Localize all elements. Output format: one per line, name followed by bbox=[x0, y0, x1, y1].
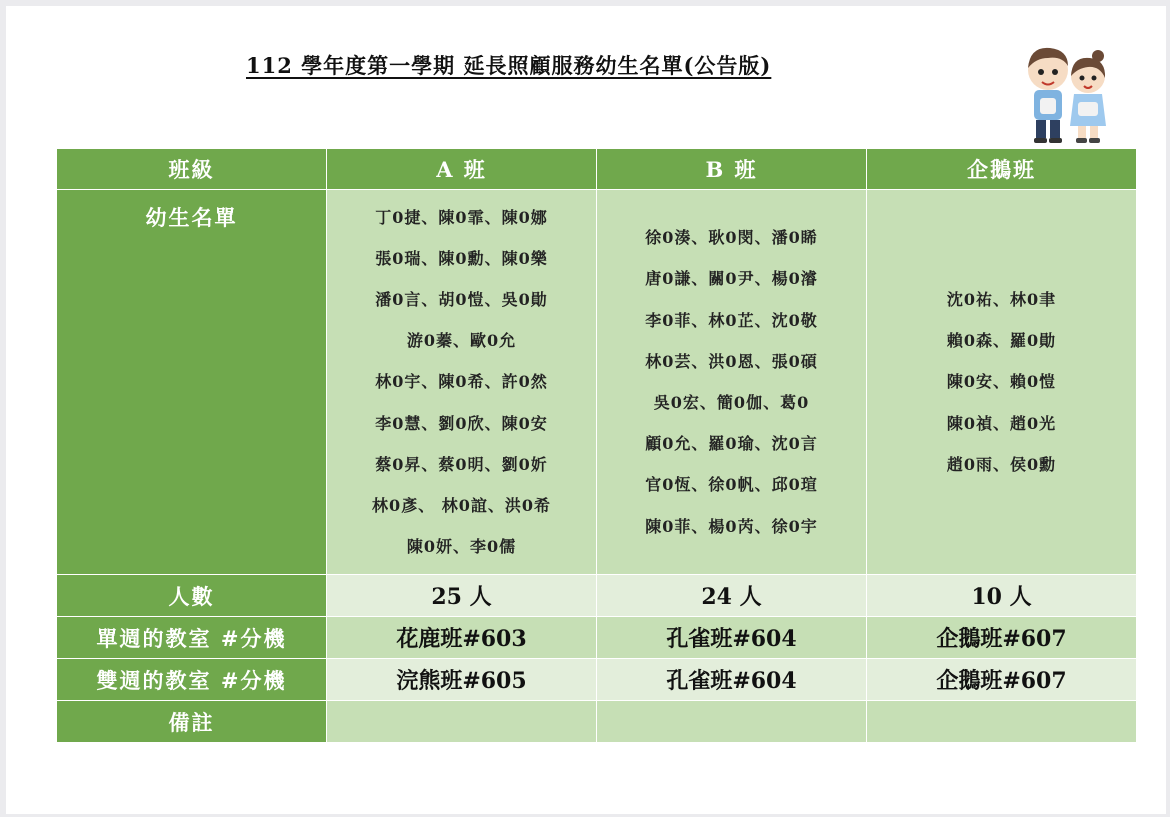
name-line: 陳0安、賴0愷 bbox=[946, 372, 1057, 392]
header-class-label: 班級 bbox=[57, 149, 327, 190]
name-line: 官0恆、徐0帆、邱0瑄 bbox=[645, 475, 818, 495]
name-line: 林0彥、 林0誼、洪0希 bbox=[372, 495, 551, 515]
name-line: 顧0允、羅0瑜、沈0言 bbox=[645, 434, 818, 454]
roster-table bbox=[56, 148, 1137, 743]
name-line: 潘0言、胡0愷、吳0勛 bbox=[375, 290, 548, 310]
name-line: 唐0謙、關0尹、楊0濬 bbox=[645, 269, 818, 289]
name-line: 林0芸、洪0恩、張0碩 bbox=[645, 351, 818, 371]
double-week-room-b: 孔雀班#604 bbox=[597, 659, 867, 701]
name-line: 李0慧、劉0欣、陳0安 bbox=[375, 413, 548, 433]
header-row bbox=[57, 149, 1137, 190]
names-label: 幼生名單 bbox=[57, 190, 327, 575]
name-line: 林0宇、陳0希、許0然 bbox=[375, 372, 548, 392]
count-class-a: 25 人 bbox=[327, 575, 597, 617]
name-line: 丁0捷、陳0霏、陳0娜 bbox=[375, 207, 548, 227]
name-line: 張0瑞、陳0勳、陳0樂 bbox=[375, 248, 548, 268]
count-label: 人數 bbox=[57, 575, 327, 617]
name-line: 陳0禎、趙0光 bbox=[946, 413, 1057, 433]
count-class-b: 24 人 bbox=[597, 575, 867, 617]
remarks-row bbox=[57, 701, 1137, 743]
single-week-label: 單週的教室 #分機 bbox=[57, 617, 327, 659]
remarks-class-penguin bbox=[867, 701, 1137, 743]
names-class-b bbox=[597, 190, 867, 575]
single-week-row bbox=[57, 617, 1137, 659]
name-line: 吳0宏、簡0伽、葛0 bbox=[653, 393, 810, 412]
name-line: 趙0雨、侯0勳 bbox=[946, 454, 1057, 474]
count-class-penguin: 10 人 bbox=[867, 575, 1137, 617]
document-page bbox=[6, 6, 1166, 814]
names-class-a bbox=[327, 190, 597, 575]
header-class-penguin: 企鵝班 bbox=[867, 149, 1137, 190]
two-kids-illustration-icon bbox=[1018, 40, 1114, 156]
single-week-room-a: 花鹿班#603 bbox=[327, 617, 597, 659]
double-week-room-a: 浣熊班#605 bbox=[327, 659, 597, 701]
document-title: 112 學年度第一學期 延長照顧服務幼生名單(公告版) bbox=[246, 53, 772, 78]
remarks-class-a bbox=[327, 701, 597, 743]
double-week-room-penguin: 企鵝班#607 bbox=[867, 659, 1137, 701]
name-line: 陳0菲、楊0芮、徐0宇 bbox=[645, 516, 818, 536]
name-line: 賴0森、羅0勛 bbox=[946, 331, 1057, 351]
header-class-a: A 班 bbox=[327, 149, 597, 190]
double-week-row bbox=[57, 659, 1137, 701]
name-line: 李0菲、林0芷、沈0敬 bbox=[645, 310, 818, 330]
count-row bbox=[57, 575, 1137, 617]
remarks-label: 備註 bbox=[57, 701, 327, 743]
remarks-class-b bbox=[597, 701, 867, 743]
names-class-penguin bbox=[867, 190, 1137, 575]
name-line: 游0蓁、歐0允 bbox=[406, 331, 517, 351]
name-line: 沈0祐、林0聿 bbox=[946, 290, 1057, 310]
name-line: 蔡0昇、蔡0明、劉0妡 bbox=[375, 454, 548, 474]
name-line: 徐0湊、耿0閔、潘0睎 bbox=[645, 228, 818, 248]
header-class-b: B 班 bbox=[597, 149, 867, 190]
name-line: 陳0妍、李0儒 bbox=[406, 537, 517, 557]
single-week-room-b: 孔雀班#604 bbox=[597, 617, 867, 659]
double-week-label: 雙週的教室 #分機 bbox=[57, 659, 327, 701]
single-week-room-penguin: 企鵝班#607 bbox=[867, 617, 1137, 659]
names-row bbox=[57, 190, 1137, 575]
